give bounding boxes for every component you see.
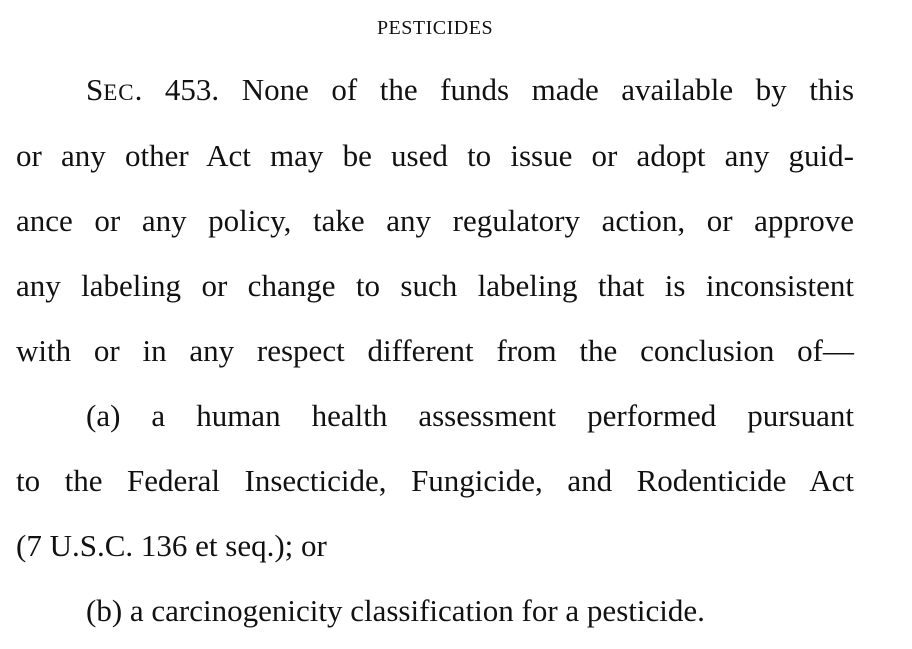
section-number: . 453. bbox=[134, 72, 220, 107]
paragraph-line-5: with or in any respect different from the conclusion of— bbox=[16, 333, 854, 368]
paragraph-line-3: ance or any policy, take any regulatory action, or approve bbox=[16, 203, 854, 238]
paragraph-line-1 bbox=[86, 70, 854, 110]
section-label-smallcaps: EC bbox=[103, 80, 135, 105]
clause-a-line-2: to the Federal Insecticide, Fungicide, and Rodenticide Act bbox=[16, 463, 854, 498]
paragraph-line-2: or any other Act may be used to issue or adopt any guid- bbox=[16, 138, 854, 173]
paragraph-line-4: any labeling or change to such labeling that is inconsistent bbox=[16, 268, 854, 303]
clause-a-line-3: (7 U.S.C. 136 et seq.); or bbox=[16, 528, 327, 563]
clause-b-line-1: (b) a carcinogenicity classification for a pesticide. bbox=[86, 593, 705, 628]
clause-a-line-1: (a) a human health assessment performed pursuant bbox=[86, 398, 854, 433]
section-label bbox=[86, 72, 219, 107]
section-label-initial: S bbox=[86, 72, 104, 107]
section-heading: PESTICIDES bbox=[376, 17, 494, 39]
line-text: None of the funds made available by this bbox=[219, 72, 855, 107]
